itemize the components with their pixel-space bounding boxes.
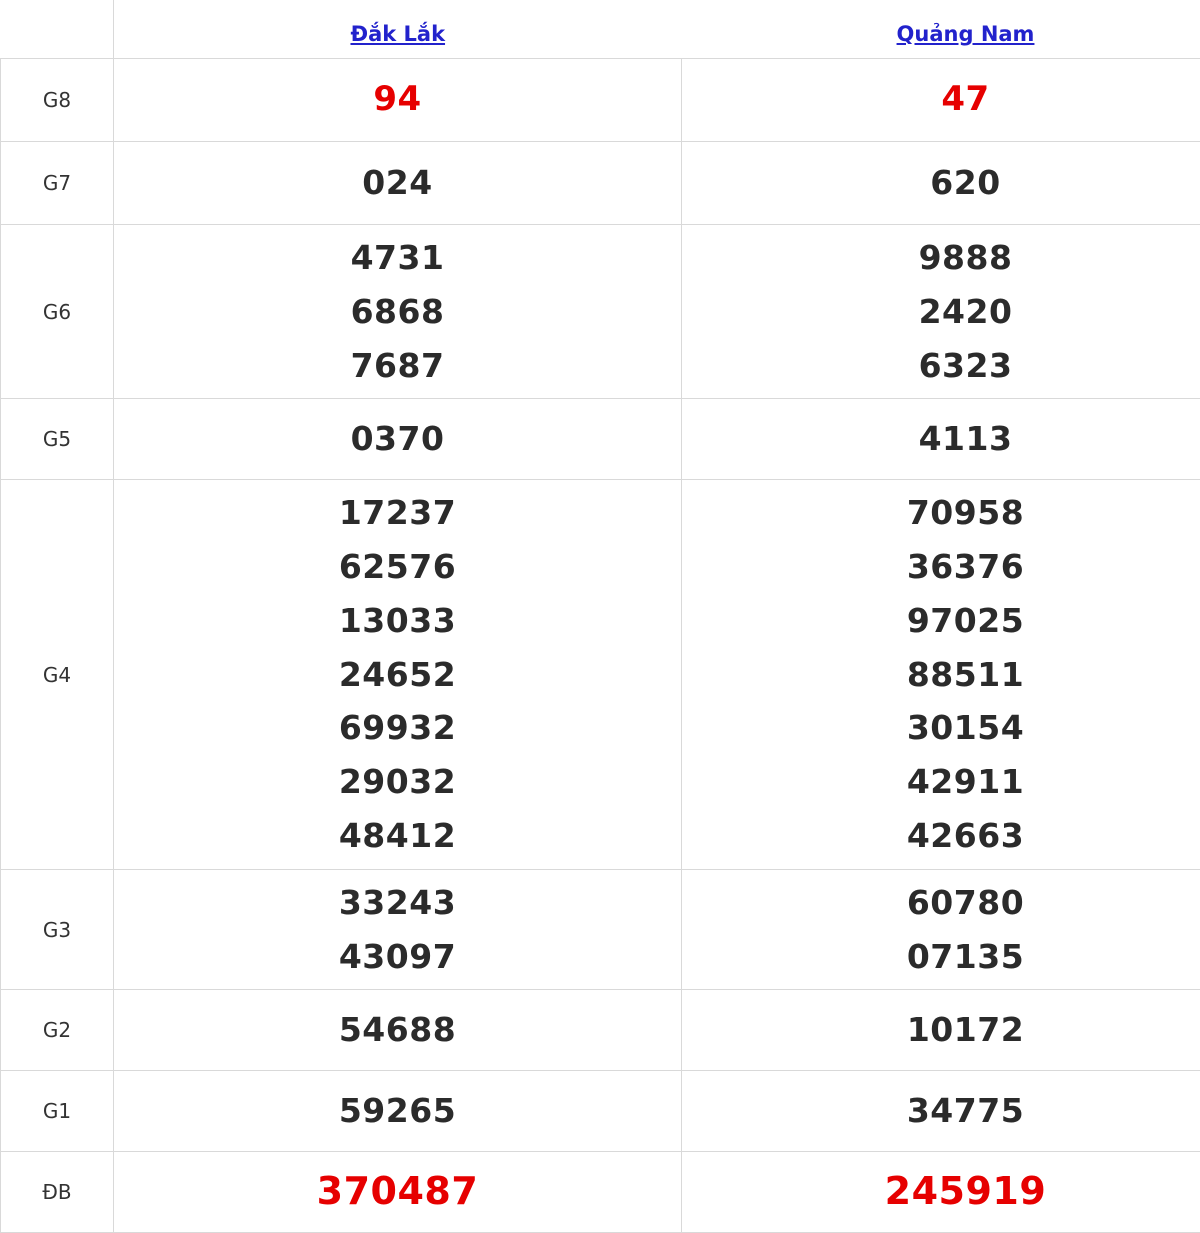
- number: 42911: [686, 755, 1200, 809]
- number: 2420: [686, 285, 1200, 339]
- prize-numbers-g8-quang-nam: [682, 59, 1200, 142]
- table-row: [1, 399, 1200, 480]
- number: 620: [686, 156, 1200, 210]
- prize-numbers-g3-quang-nam: [682, 869, 1200, 990]
- table-row: [1, 142, 1200, 225]
- header-row: [1, 0, 1200, 59]
- number: 29032: [118, 755, 677, 809]
- number: 6323: [686, 339, 1200, 393]
- number: 34775: [686, 1084, 1200, 1138]
- number: 94: [118, 72, 677, 127]
- header-province-1: [114, 0, 682, 59]
- number: 88511: [686, 648, 1200, 702]
- number: 13033: [118, 594, 677, 648]
- prize-numbers-g5-quang-nam: [682, 399, 1200, 480]
- table-row: [1, 1152, 1200, 1233]
- prize-numbers-db-quang-nam: [682, 1152, 1200, 1233]
- prize-numbers-g2-quang-nam: [682, 990, 1200, 1071]
- number: 370487: [118, 1161, 677, 1223]
- number: 4113: [686, 412, 1200, 466]
- prize-label-g1: G1: [1, 1071, 114, 1152]
- number: 33243: [118, 876, 677, 930]
- prize-numbers-g2-dak-lak: [114, 990, 682, 1071]
- prize-numbers-g4-dak-lak: [114, 480, 682, 869]
- prize-label-g6: G6: [1, 225, 114, 399]
- number: 70958: [686, 486, 1200, 540]
- table-body: [1, 59, 1200, 1233]
- prize-label-db: ĐB: [1, 1152, 114, 1233]
- table-header: [1, 0, 1200, 59]
- prize-numbers-g7-quang-nam: [682, 142, 1200, 225]
- prize-numbers-g5-dak-lak: [114, 399, 682, 480]
- number: 47: [686, 72, 1200, 127]
- number: 0370: [118, 412, 677, 466]
- number: 024: [118, 156, 677, 210]
- header-province-2: [682, 0, 1200, 59]
- prize-label-g3: G3: [1, 869, 114, 990]
- prize-numbers-g3-dak-lak: [114, 869, 682, 990]
- number: 48412: [118, 809, 677, 863]
- prize-label-g2: G2: [1, 990, 114, 1071]
- number: 62576: [118, 540, 677, 594]
- prize-numbers-g6-dak-lak: [114, 225, 682, 399]
- number: 54688: [118, 1003, 677, 1057]
- prize-label-g4: G4: [1, 480, 114, 869]
- number: 97025: [686, 594, 1200, 648]
- province-link-dak-lak[interactable]: Đắk Lắk: [350, 22, 445, 46]
- number: 60780: [686, 876, 1200, 930]
- prize-numbers-db-dak-lak: [114, 1152, 682, 1233]
- prize-numbers-g4-quang-nam: [682, 480, 1200, 869]
- prize-numbers-g6-quang-nam: [682, 225, 1200, 399]
- table-row: [1, 869, 1200, 990]
- table-row: [1, 225, 1200, 399]
- number: 42663: [686, 809, 1200, 863]
- table-row: [1, 990, 1200, 1071]
- number: 4731: [118, 231, 677, 285]
- number: 7687: [118, 339, 677, 393]
- number: 245919: [686, 1161, 1200, 1223]
- table-row: [1, 59, 1200, 142]
- number: 69932: [118, 701, 677, 755]
- number: 17237: [118, 486, 677, 540]
- number: 30154: [686, 701, 1200, 755]
- number: 43097: [118, 930, 677, 984]
- table-row: [1, 480, 1200, 869]
- header-corner-cell: [1, 0, 114, 59]
- number: 9888: [686, 231, 1200, 285]
- number: 24652: [118, 648, 677, 702]
- number: 07135: [686, 930, 1200, 984]
- prize-label-g5: G5: [1, 399, 114, 480]
- prize-numbers-g7-dak-lak: [114, 142, 682, 225]
- prize-label-g8: G8: [1, 59, 114, 142]
- province-link-quang-nam[interactable]: Quảng Nam: [897, 22, 1035, 46]
- prize-numbers-g8-dak-lak: [114, 59, 682, 142]
- prize-label-g7: G7: [1, 142, 114, 225]
- number: 6868: [118, 285, 677, 339]
- number: 36376: [686, 540, 1200, 594]
- number: 59265: [118, 1084, 677, 1138]
- number: 10172: [686, 1003, 1200, 1057]
